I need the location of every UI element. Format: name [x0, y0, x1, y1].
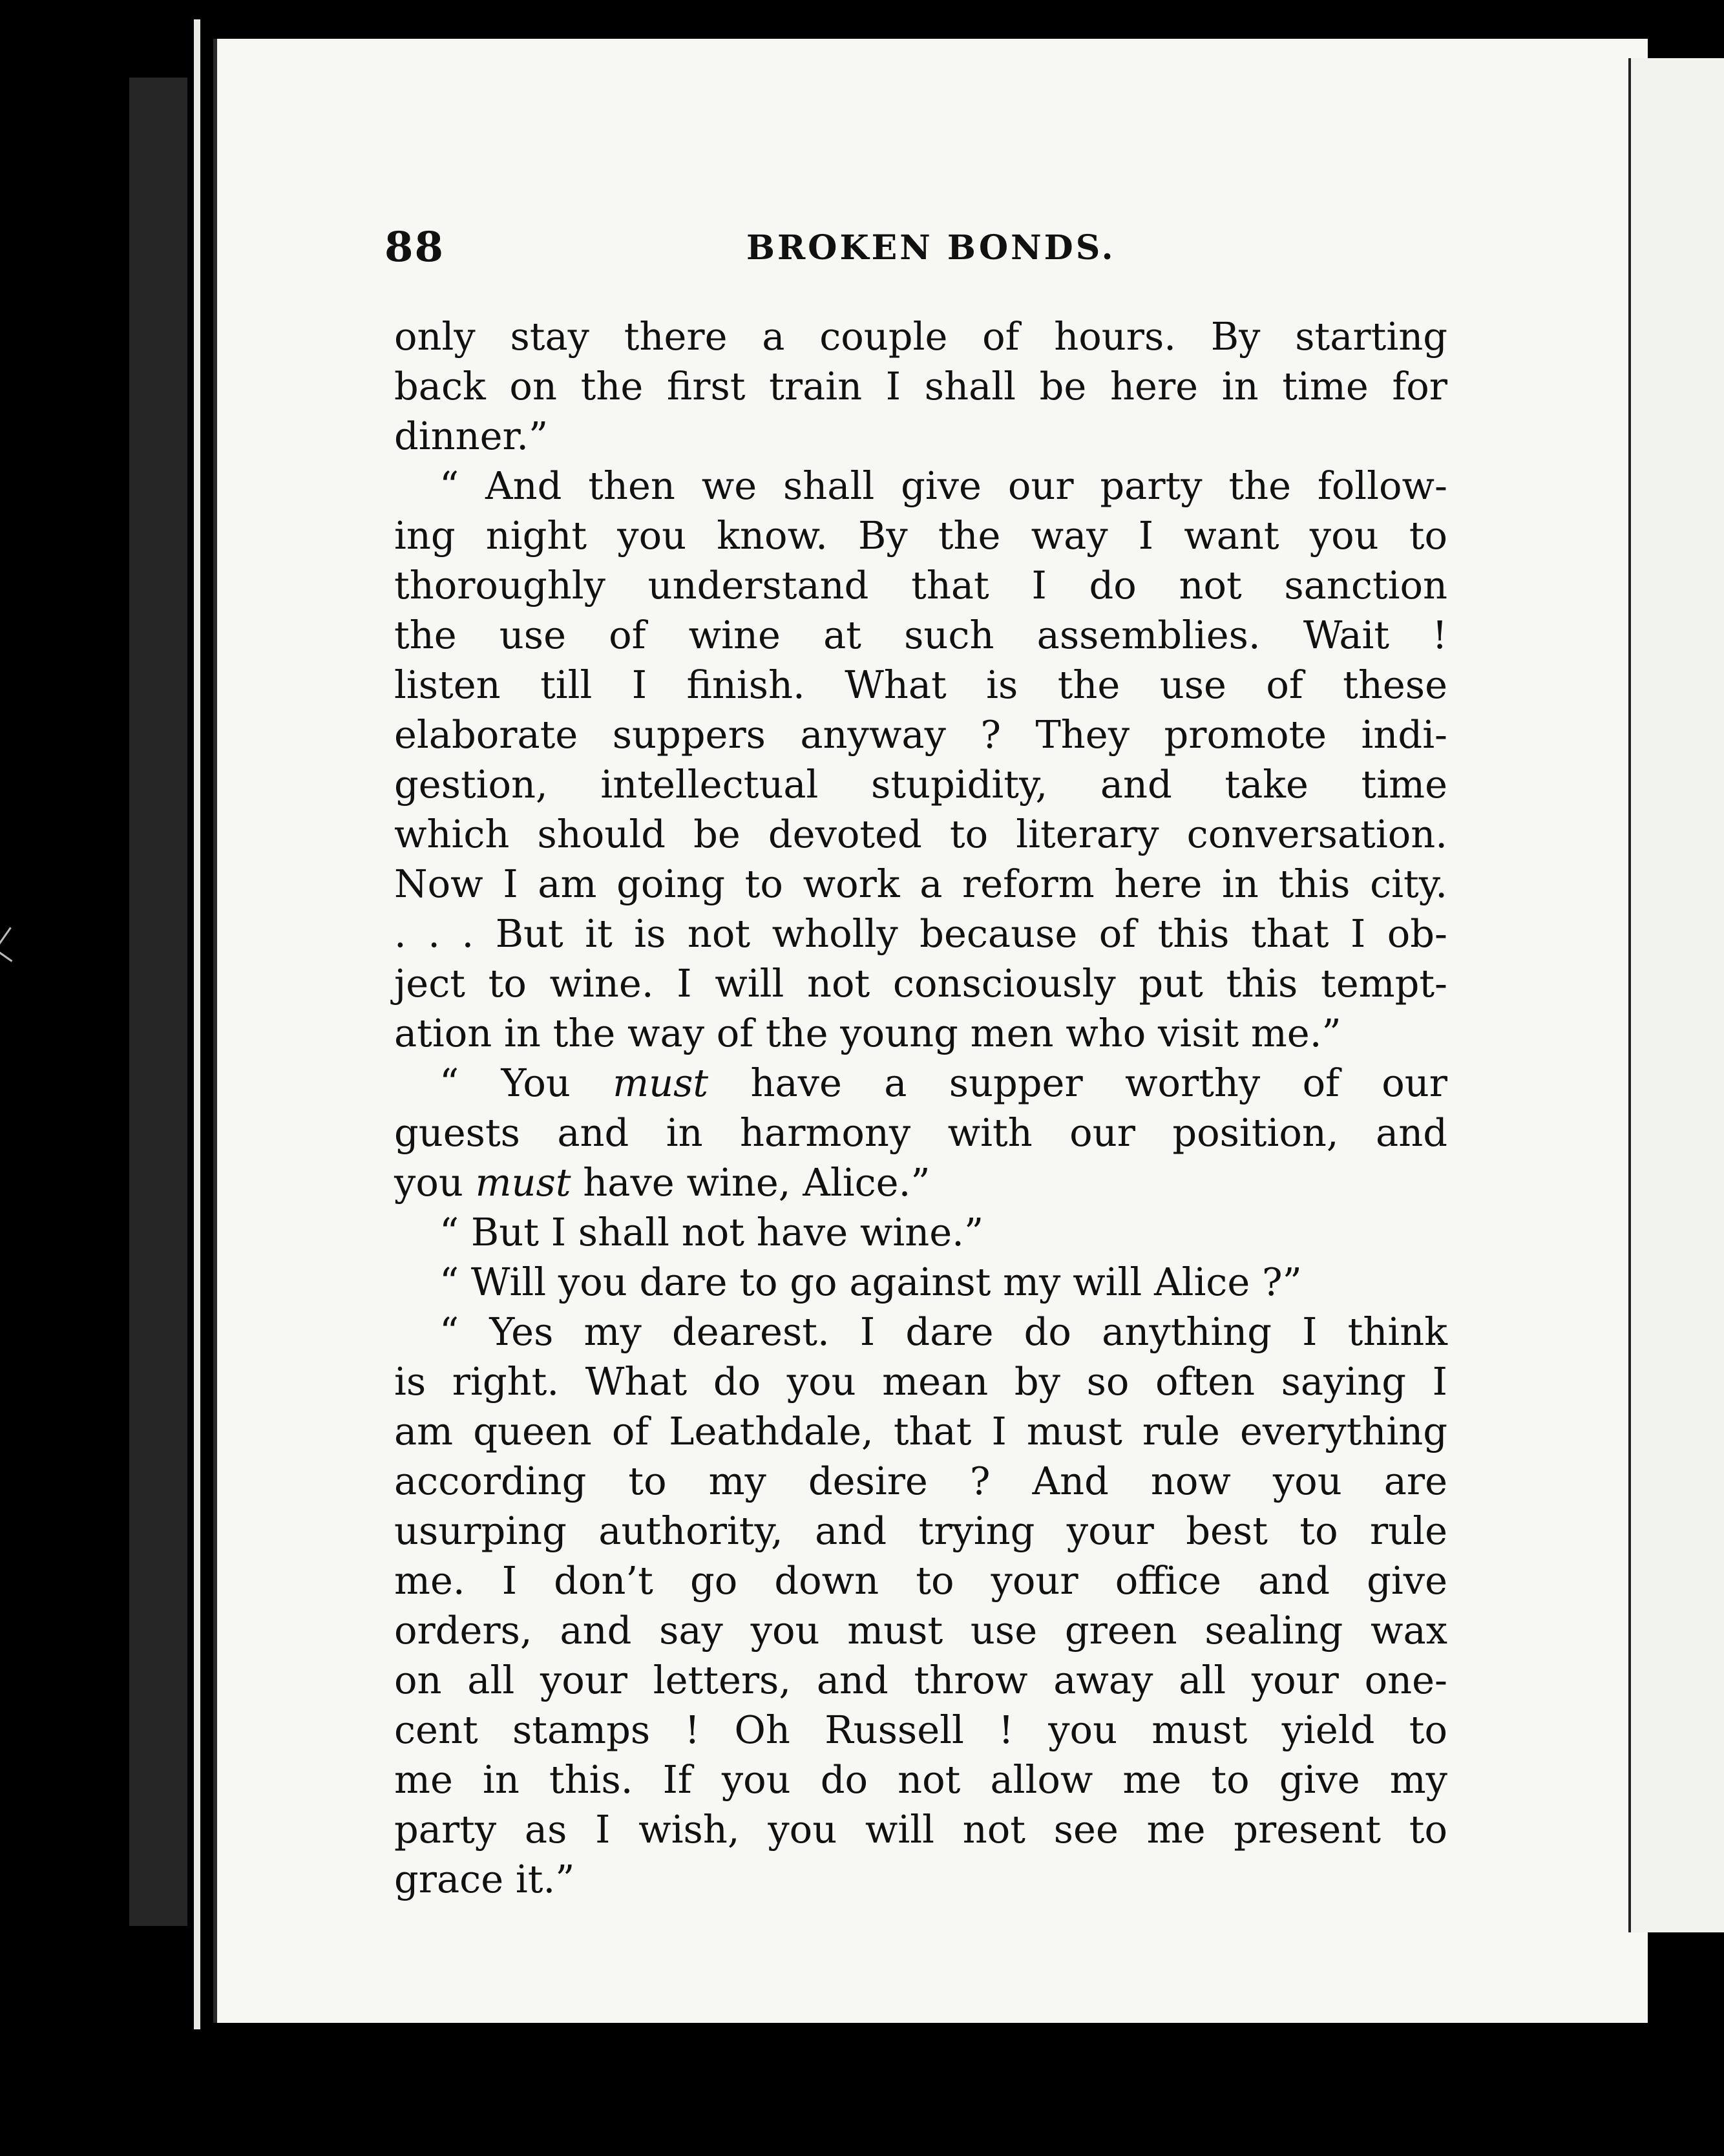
text-line: dinner.”	[394, 414, 549, 458]
text-line: the use of wine at such assemblies. Wait !	[394, 613, 1447, 657]
emphasis-word: must	[475, 1160, 571, 1205]
text-line: Now I am going to work a reform here in this city.	[394, 861, 1447, 906]
scan-artifact-mark	[0, 927, 27, 962]
text-line: ation in the way of the young men who visit me.”	[394, 1011, 1341, 1055]
text-line: “ But I shall not have wine.”	[439, 1210, 984, 1254]
book-spine-edge	[129, 78, 187, 1926]
text-line: “ And then we shall give our party the follow-	[439, 463, 1447, 508]
page-number: 88	[384, 223, 445, 271]
text-line: according to my desire ? And now you are	[394, 1459, 1447, 1503]
text-line: listen till I finish. What is the use of these	[394, 662, 1447, 707]
body-text	[394, 312, 1447, 1904]
text-line: me in this. If you do not allow me to give my	[394, 1757, 1447, 1802]
text-line: am queen of Leathdale, that I must rule everything	[394, 1409, 1447, 1453]
text-line: elaborate suppers anyway ? They promote indi-	[394, 712, 1447, 757]
text-line: is right. What do you mean by so often saying I	[394, 1359, 1447, 1404]
text-line: party as I wish, you will not see me present to	[394, 1807, 1447, 1852]
text-line: only stay there a couple of hours. By starting	[394, 314, 1447, 359]
text-line: ject to wine. I will not consciously put this tempt-	[394, 961, 1447, 1006]
text-line: . . . But it is not wholly because of this that I ob-	[394, 911, 1447, 956]
text-line: “ You must have a supper worthy of our	[439, 1061, 1448, 1105]
text-line: on all your letters, and throw away all your one-	[394, 1658, 1447, 1702]
text-line: usurping authority, and trying your best to rule	[394, 1508, 1447, 1553]
adjacent-page-edge	[1628, 58, 1724, 1932]
text-line: orders, and say you must use green sealing wax	[394, 1608, 1447, 1653]
text-line: which should be devoted to literary conversation.	[394, 812, 1447, 856]
text-line: back on the first train I shall be here in time for	[394, 364, 1447, 408]
text-line: gestion, intellectual stupidity, and take time	[394, 762, 1447, 807]
running-head: BROKEN BONDS.	[746, 228, 1116, 268]
page-header	[384, 223, 1477, 281]
text-line: “ Will you dare to go against my will Alice ?”	[439, 1260, 1302, 1304]
text-line: ing night you know. By the way I want you to	[394, 513, 1447, 558]
emphasis-word: must	[613, 1061, 709, 1105]
text-line: thoroughly understand that I do not sanction	[394, 563, 1447, 608]
text-line: “ Yes my dearest. I dare do anything I think	[439, 1309, 1447, 1354]
text-line: guests and in harmony with our position, and	[394, 1110, 1447, 1155]
page-gutter-edge	[194, 19, 200, 2029]
text-line: me. I don’t go down to your office and give	[394, 1558, 1447, 1603]
text-line: you must have wine, Alice.”	[394, 1160, 930, 1205]
text-line: grace it.”	[394, 1857, 575, 1901]
text-line: cent stamps ! Oh Russell ! you must yield to	[394, 1707, 1447, 1752]
